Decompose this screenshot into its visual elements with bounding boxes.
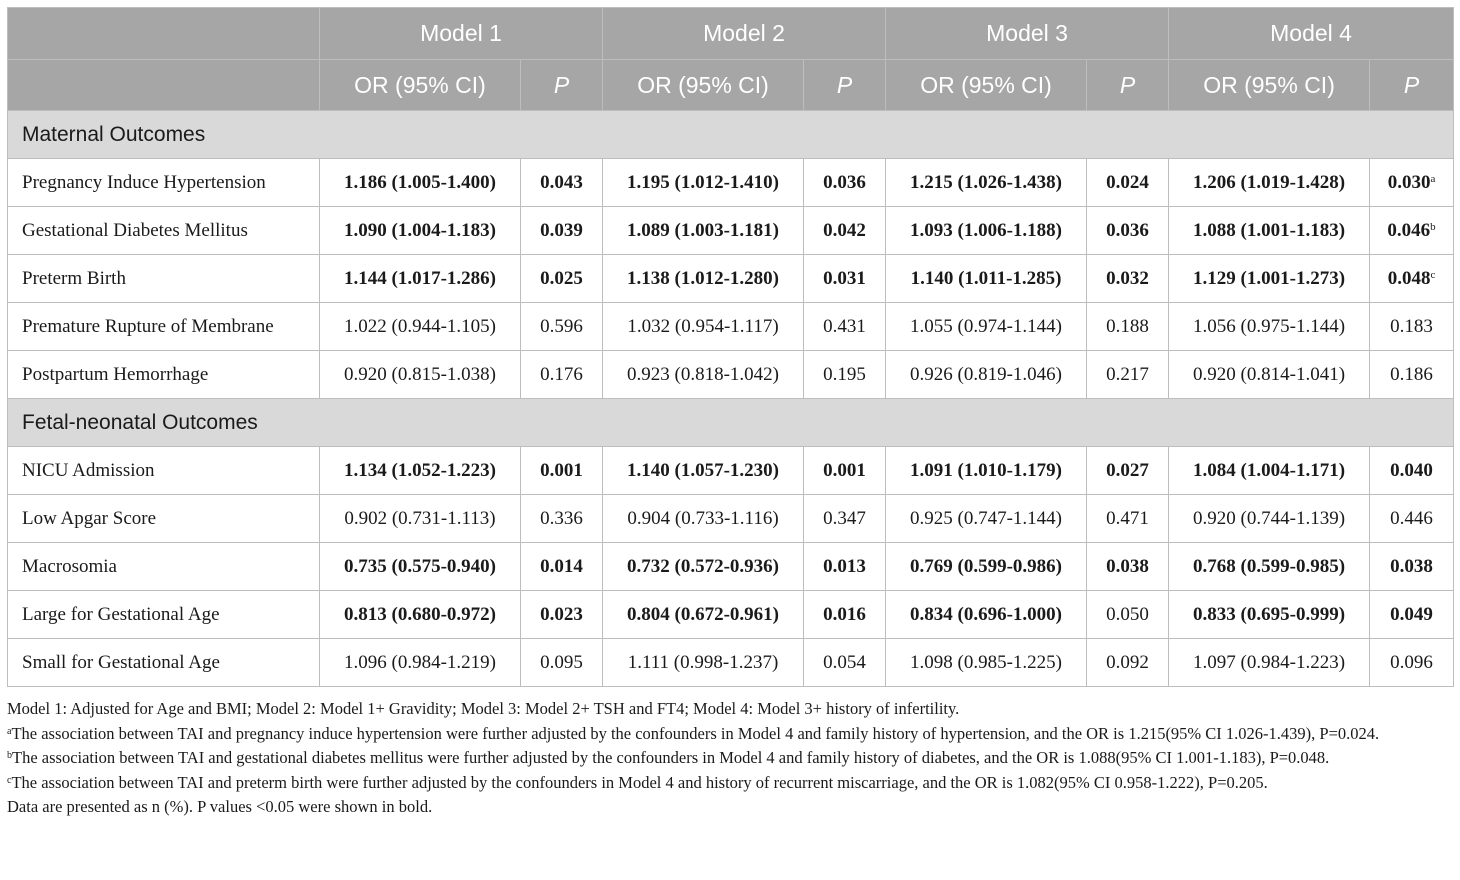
footnote-data: Data are presented as n (%). P values <0.05 were shown in bold. — [7, 797, 433, 816]
p-value: 0.050 — [1106, 603, 1149, 625]
p-value: 0.039 — [540, 219, 583, 241]
p-value: 0.001 — [823, 459, 866, 481]
p-value: 0.030 — [1387, 171, 1431, 193]
p-value-cell — [521, 351, 603, 399]
outcome-label: Macrosomia — [8, 543, 320, 591]
p-value-cell — [804, 543, 886, 591]
p-value-cell — [804, 159, 886, 207]
or-cell: 1.093 (1.006-1.188) — [886, 207, 1087, 255]
table-footnotes — [7, 697, 1453, 820]
footnote-marker: c — [1430, 268, 1436, 281]
p-value-cell — [1370, 351, 1454, 399]
or-cell: 1.096 (0.984-1.219) — [320, 639, 521, 687]
p-value-cell — [1087, 351, 1169, 399]
p-value-cell — [1087, 255, 1169, 303]
p-value: 0.176 — [540, 363, 583, 385]
p-value: 0.025 — [540, 267, 583, 289]
p-value: 0.195 — [823, 363, 866, 385]
or-cell: 1.186 (1.005-1.400) — [320, 159, 521, 207]
p-value-cell — [521, 255, 603, 303]
table-row — [8, 303, 1454, 351]
p-value-cell — [804, 591, 886, 639]
p-value: 0.036 — [1106, 219, 1149, 241]
p-value-cell — [1087, 447, 1169, 495]
p-value-cell — [804, 495, 886, 543]
outcome-label: Low Apgar Score — [8, 495, 320, 543]
table-row — [8, 207, 1454, 255]
table-figure — [7, 7, 1453, 820]
p-value-cell — [521, 639, 603, 687]
header-model-1: Model 1 — [320, 8, 603, 60]
header-model-4: Model 4 — [1169, 8, 1454, 60]
section-title: Maternal Outcomes — [8, 111, 1454, 159]
or-cell: 0.833 (0.695-0.999) — [1169, 591, 1370, 639]
header-model-3: Model 3 — [886, 8, 1169, 60]
or-cell: 1.138 (1.012-1.280) — [603, 255, 804, 303]
or-cell: 1.206 (1.019-1.428) — [1169, 159, 1370, 207]
p-value-cell — [1087, 303, 1169, 351]
header-or: OR (95% CI) — [603, 60, 804, 111]
or-cell: 1.129 (1.001-1.273) — [1169, 255, 1370, 303]
p-value: 0.040 — [1390, 459, 1433, 481]
or-cell: 0.920 (0.815-1.038) — [320, 351, 521, 399]
p-value: 0.049 — [1390, 603, 1433, 625]
p-value: 0.016 — [823, 603, 866, 625]
p-value: 0.596 — [540, 315, 583, 337]
p-value-cell — [804, 255, 886, 303]
p-value-cell — [1087, 207, 1169, 255]
or-cell: 1.097 (0.984-1.223) — [1169, 639, 1370, 687]
or-cell: 0.804 (0.672-0.961) — [603, 591, 804, 639]
p-value-cell — [521, 591, 603, 639]
p-value: 0.014 — [540, 555, 583, 577]
p-value-cell — [1370, 207, 1454, 255]
p-value-cell — [1370, 639, 1454, 687]
results-table — [7, 7, 1454, 687]
p-value-cell — [1370, 303, 1454, 351]
or-cell: 1.090 (1.004-1.183) — [320, 207, 521, 255]
or-cell: 0.732 (0.572-0.936) — [603, 543, 804, 591]
or-cell: 1.091 (1.010-1.179) — [886, 447, 1087, 495]
p-value: 0.054 — [823, 651, 866, 673]
p-value: 0.038 — [1106, 555, 1149, 577]
p-value-cell — [521, 207, 603, 255]
p-value: 0.001 — [540, 459, 583, 481]
table-body — [8, 111, 1454, 687]
or-cell: 1.134 (1.052-1.223) — [320, 447, 521, 495]
footnote-a-marker: a — [7, 725, 12, 737]
or-cell: 0.834 (0.696-1.000) — [886, 591, 1087, 639]
p-value-cell — [521, 303, 603, 351]
header-model-2: Model 2 — [603, 8, 886, 60]
p-value: 0.336 — [540, 507, 583, 529]
or-cell: 0.926 (0.819-1.046) — [886, 351, 1087, 399]
p-value: 0.188 — [1106, 315, 1149, 337]
header-p: P — [1087, 60, 1169, 111]
p-value: 0.183 — [1390, 315, 1433, 337]
p-value-cell — [1087, 639, 1169, 687]
p-value: 0.046 — [1387, 219, 1431, 241]
p-value-cell — [1370, 495, 1454, 543]
or-cell: 0.920 (0.744-1.139) — [1169, 495, 1370, 543]
outcome-label: Postpartum Hemorrhage — [8, 351, 320, 399]
p-value: 0.024 — [1106, 171, 1149, 193]
or-cell: 0.769 (0.599-0.986) — [886, 543, 1087, 591]
p-value: 0.092 — [1106, 651, 1149, 673]
p-value: 0.431 — [823, 315, 866, 337]
or-cell: 0.735 (0.575-0.940) — [320, 543, 521, 591]
header-or: OR (95% CI) — [1169, 60, 1370, 111]
p-value-cell — [1087, 591, 1169, 639]
p-value: 0.027 — [1106, 459, 1149, 481]
table-row — [8, 255, 1454, 303]
or-cell: 1.195 (1.012-1.410) — [603, 159, 804, 207]
table-row — [8, 543, 1454, 591]
p-value-cell — [1087, 159, 1169, 207]
footnote-b-marker: b — [7, 750, 12, 761]
p-value-cell — [1370, 543, 1454, 591]
p-value-cell — [521, 495, 603, 543]
or-cell: 1.098 (0.985-1.225) — [886, 639, 1087, 687]
p-value-cell — [804, 207, 886, 255]
footnote-c-text: The association between TAI and preterm birth were further adjusted by the confounders in Model 4 and history of recurrent miscarriage, and the OR is 1.082(95% CI 0.958-1.222), P=0.205. — [11, 772, 1268, 792]
p-value-cell — [1087, 495, 1169, 543]
footnote-b-text: The association between TAI and gestational diabetes mellitus were further adjusted by the confounders in Model 4 and family history of diabetes, and the OR is 1.088(95% CI 1.001-1.183), P=0.048. — [12, 748, 1330, 767]
or-cell: 0.925 (0.747-1.144) — [886, 495, 1087, 543]
table-row — [8, 639, 1454, 687]
or-cell: 0.923 (0.818-1.042) — [603, 351, 804, 399]
header-row-metrics — [8, 60, 1454, 111]
or-cell: 1.089 (1.003-1.181) — [603, 207, 804, 255]
or-cell: 1.140 (1.057-1.230) — [603, 447, 804, 495]
or-cell: 0.813 (0.680-0.972) — [320, 591, 521, 639]
or-cell: 1.215 (1.026-1.438) — [886, 159, 1087, 207]
p-value: 0.471 — [1106, 507, 1149, 529]
footnote-b — [7, 746, 1449, 771]
footnote-c — [7, 771, 1449, 796]
table-row — [8, 447, 1454, 495]
outcome-label: Premature Rupture of Membrane — [8, 303, 320, 351]
or-cell: 1.022 (0.944-1.105) — [320, 303, 521, 351]
or-cell: 0.920 (0.814-1.041) — [1169, 351, 1370, 399]
or-cell: 1.056 (0.975-1.144) — [1169, 303, 1370, 351]
p-value: 0.036 — [823, 171, 866, 193]
header-or: OR (95% CI) — [320, 60, 521, 111]
section-row — [8, 111, 1454, 159]
p-value-cell — [521, 543, 603, 591]
p-value-cell — [804, 447, 886, 495]
p-value: 0.217 — [1106, 363, 1149, 385]
or-cell: 1.084 (1.004-1.171) — [1169, 447, 1370, 495]
or-cell: 1.088 (1.001-1.183) — [1169, 207, 1370, 255]
footnote-a — [7, 722, 1449, 747]
p-value-cell — [1087, 543, 1169, 591]
or-cell: 1.055 (0.974-1.144) — [886, 303, 1087, 351]
p-value-cell — [804, 303, 886, 351]
header-p: P — [804, 60, 886, 111]
header-p: P — [521, 60, 603, 111]
footnote-marker: a — [1430, 172, 1436, 185]
p-value: 0.186 — [1390, 363, 1433, 385]
header-or: OR (95% CI) — [886, 60, 1087, 111]
footnote-models: Model 1: Adjusted for Age and BMI; Model 2: Model 1+ Gravidity; Model 3: Model 2+ TSH and FT4; Model 4: Model 3+ history of infertility. — [7, 699, 960, 718]
outcome-label: Pregnancy Induce Hypertension — [8, 159, 320, 207]
p-value-cell — [521, 447, 603, 495]
or-cell: 0.904 (0.733-1.116) — [603, 495, 804, 543]
header-empty-cell — [8, 8, 320, 60]
table-row — [8, 591, 1454, 639]
p-value-cell — [1370, 447, 1454, 495]
p-value: 0.446 — [1390, 507, 1433, 529]
p-value: 0.013 — [823, 555, 866, 577]
outcome-label: Preterm Birth — [8, 255, 320, 303]
header-empty-cell — [8, 60, 320, 111]
p-value: 0.038 — [1390, 555, 1433, 577]
table-row — [8, 351, 1454, 399]
p-value: 0.042 — [823, 219, 866, 241]
table-row — [8, 495, 1454, 543]
p-value-cell — [1370, 159, 1454, 207]
p-value-cell — [521, 159, 603, 207]
or-cell: 0.768 (0.599-0.985) — [1169, 543, 1370, 591]
or-cell: 1.111 (0.998-1.237) — [603, 639, 804, 687]
p-value: 0.048 — [1387, 267, 1431, 289]
or-cell: 1.140 (1.011-1.285) — [886, 255, 1087, 303]
p-value: 0.043 — [540, 171, 583, 193]
p-value: 0.031 — [823, 267, 866, 289]
section-title: Fetal-neonatal Outcomes — [8, 399, 1454, 447]
p-value: 0.032 — [1106, 267, 1149, 289]
p-value: 0.347 — [823, 507, 866, 529]
outcome-label: Gestational Diabetes Mellitus — [8, 207, 320, 255]
p-value-cell — [1370, 255, 1454, 303]
table-row — [8, 159, 1454, 207]
p-value-cell — [804, 639, 886, 687]
outcome-label: NICU Admission — [8, 447, 320, 495]
header-row-models — [8, 8, 1454, 60]
section-row — [8, 399, 1454, 447]
footnote-a-text: The association between TAI and pregnancy induce hypertension were further adjusted by the confounders in Model 4 and family history of hypertension, and the OR is 1.215(95% CI 1.026-1.439), P=0.024. — [11, 723, 1380, 743]
footnote-marker: b — [1430, 220, 1436, 233]
outcome-label: Small for Gestational Age — [8, 639, 320, 687]
p-value: 0.095 — [540, 651, 583, 673]
or-cell: 1.032 (0.954-1.117) — [603, 303, 804, 351]
header-p: P — [1370, 60, 1454, 111]
footnote-c-marker: c — [7, 774, 12, 786]
p-value: 0.023 — [540, 603, 583, 625]
or-cell: 1.144 (1.017-1.286) — [320, 255, 521, 303]
p-value: 0.096 — [1390, 651, 1433, 673]
or-cell: 0.902 (0.731-1.113) — [320, 495, 521, 543]
p-value-cell — [1370, 591, 1454, 639]
outcome-label: Large for Gestational Age — [8, 591, 320, 639]
p-value-cell — [804, 351, 886, 399]
